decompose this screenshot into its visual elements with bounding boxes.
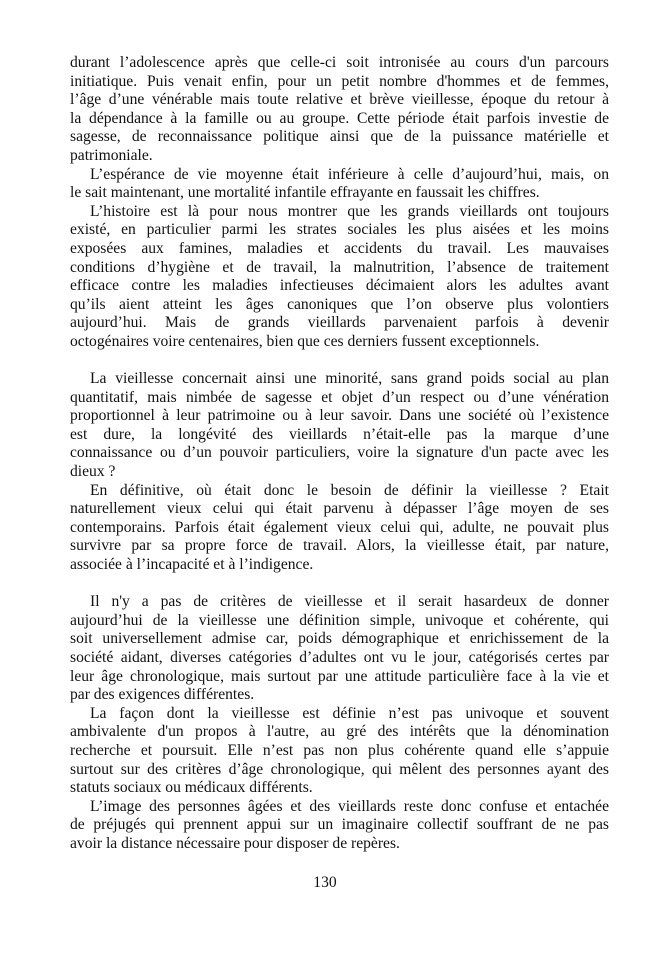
paragraph <box>70 54 609 166</box>
text-line: proportionnel à leur patrimoine ou à leur savoir. Dans une société où l’existence <box>70 407 609 425</box>
paragraph <box>70 705 609 798</box>
text-line: associée à l’incapacité et à l’indigence. <box>70 556 314 574</box>
text-line: statuts sociaux ou médicaux différents. <box>70 779 313 797</box>
text-line: L’image des personnes âgées et des vieillards reste donc confuse et entachée <box>90 797 609 815</box>
text-line: quantitatif, mais nimbée de sagesse et objet d’un respect ou d’une vénération <box>70 388 609 406</box>
text-line: contemporains. Parfois était également vieux celui qui, adulte, ne pouvait plus <box>70 518 609 536</box>
text-line: l’âge d’une vénérable mais toute relative et brève vieillesse, époque du retour à <box>70 91 609 109</box>
text-line: survivre par sa propre force de travail. Alors, la vieillesse était, par nature, <box>70 537 609 555</box>
text-line: patrimoniale. <box>70 146 153 164</box>
text-line: naturellement vieux celui qui était parvenu à dépasser l’âge moyen de ses <box>70 500 609 518</box>
paragraph-spacer <box>70 352 609 371</box>
text-line: efficace contre les maladies infectieuses décimaient alors les adultes avant <box>70 277 609 295</box>
paragraph <box>70 798 609 854</box>
text-line: ambivalente d'un propos à l'autre, au gré des intérêts que la dénomination <box>70 723 609 741</box>
paragraph <box>70 166 609 203</box>
text-line: surtout sur des critères d’âge chronologique, qui mêlent des personnes ayant des <box>70 760 609 778</box>
text-line: exposées aux famines, maladies et accidents du travail. Les mauvaises <box>70 239 609 257</box>
text-line: soit universellement admise car, poids démographique et enrichissement de la <box>70 630 609 648</box>
text-line: L’histoire est là pour nous montrer que les grands vieillards ont toujours <box>90 202 609 220</box>
text-line: société aidant, diverses catégories d’adultes ont vu le jour, catégorisés certes par <box>70 649 609 666</box>
text-line: aujourd’hui. Mais de grands vieillards parvenaient parfois à devenir <box>70 314 609 332</box>
text-line: de préjugés qui prennent appui sur un imaginaire collectif souffrant de ne pas <box>70 816 609 834</box>
text-line: L’espérance de vie moyenne était inférieure à celle d’aujourd’hui, mais, on <box>90 165 609 183</box>
page-body <box>70 54 609 854</box>
text-line: conditions d’hygiène et de travail, la malnutrition, l’absence de traitement <box>70 258 609 276</box>
text-line: connaissance ou d’un pouvoir particuliers, voire la signature d'un pacte avec les <box>70 444 609 462</box>
paragraph <box>70 203 609 352</box>
text-line: qu’ils aient atteint les âges canoniques que l’on observe plus volontiers <box>70 295 609 313</box>
text-line: durant l’adolescence après que celle-ci soit intronisée au cours d'un parcours <box>70 54 609 71</box>
text-line: dieux ? <box>70 463 116 481</box>
text-line: La façon dont la vieillesse est définie n’est pas univoque et souvent <box>90 704 609 722</box>
text-line: le sait maintenant, une mortalité infantile effrayante en faussait les chiffres. <box>70 184 540 202</box>
paragraph <box>70 593 609 705</box>
paragraph-spacer <box>70 575 609 594</box>
page-number: 130 <box>313 874 337 891</box>
paragraph <box>70 482 609 575</box>
text-line: avoir la distance nécessaire pour disposer de repères. <box>70 834 400 852</box>
text-line: aujourd’hui de la vieillesse une définition simple, univoque et cohérente, qui <box>70 611 609 629</box>
text-line: leur âge chronologique, mais surtout par une attitude particulière face à la vie et <box>70 667 609 685</box>
text-line: recherche et poursuit. Elle n’est pas non plus cohérente quand elle s’appuie <box>70 741 609 759</box>
paragraph <box>70 370 609 482</box>
text-line: En définitive, où était donc le besoin de définir la vieillesse ? Etait <box>90 481 609 499</box>
text-line: La vieillesse concernait ainsi une minorité, sans grand poids social au plan <box>90 370 609 388</box>
text-line: existé, en particulier parmi les strates sociales les plus aisées et les moins <box>70 221 609 239</box>
text-line: octogénaires voire centenaires, bien que ces derniers fussent exceptionnels. <box>70 332 540 350</box>
text-line: Il n'y a pas de critères de vieillesse et il serait hasardeux de donner <box>90 593 609 611</box>
text-line: par des exigences différentes. <box>70 686 255 704</box>
text-line: initiatique. Puis venait enfin, pour un petit nombre d'hommes et de femmes, <box>70 72 609 90</box>
text-line: sagesse, de reconnaissance politique ainsi que de la puissance matérielle et <box>70 128 609 146</box>
text-line: la dépendance à la famille ou au groupe. Cette période était parfois investie de <box>70 109 609 127</box>
text-line: est dure, la longévité des vieillards n’était-elle pas la marque d’une <box>70 425 609 443</box>
